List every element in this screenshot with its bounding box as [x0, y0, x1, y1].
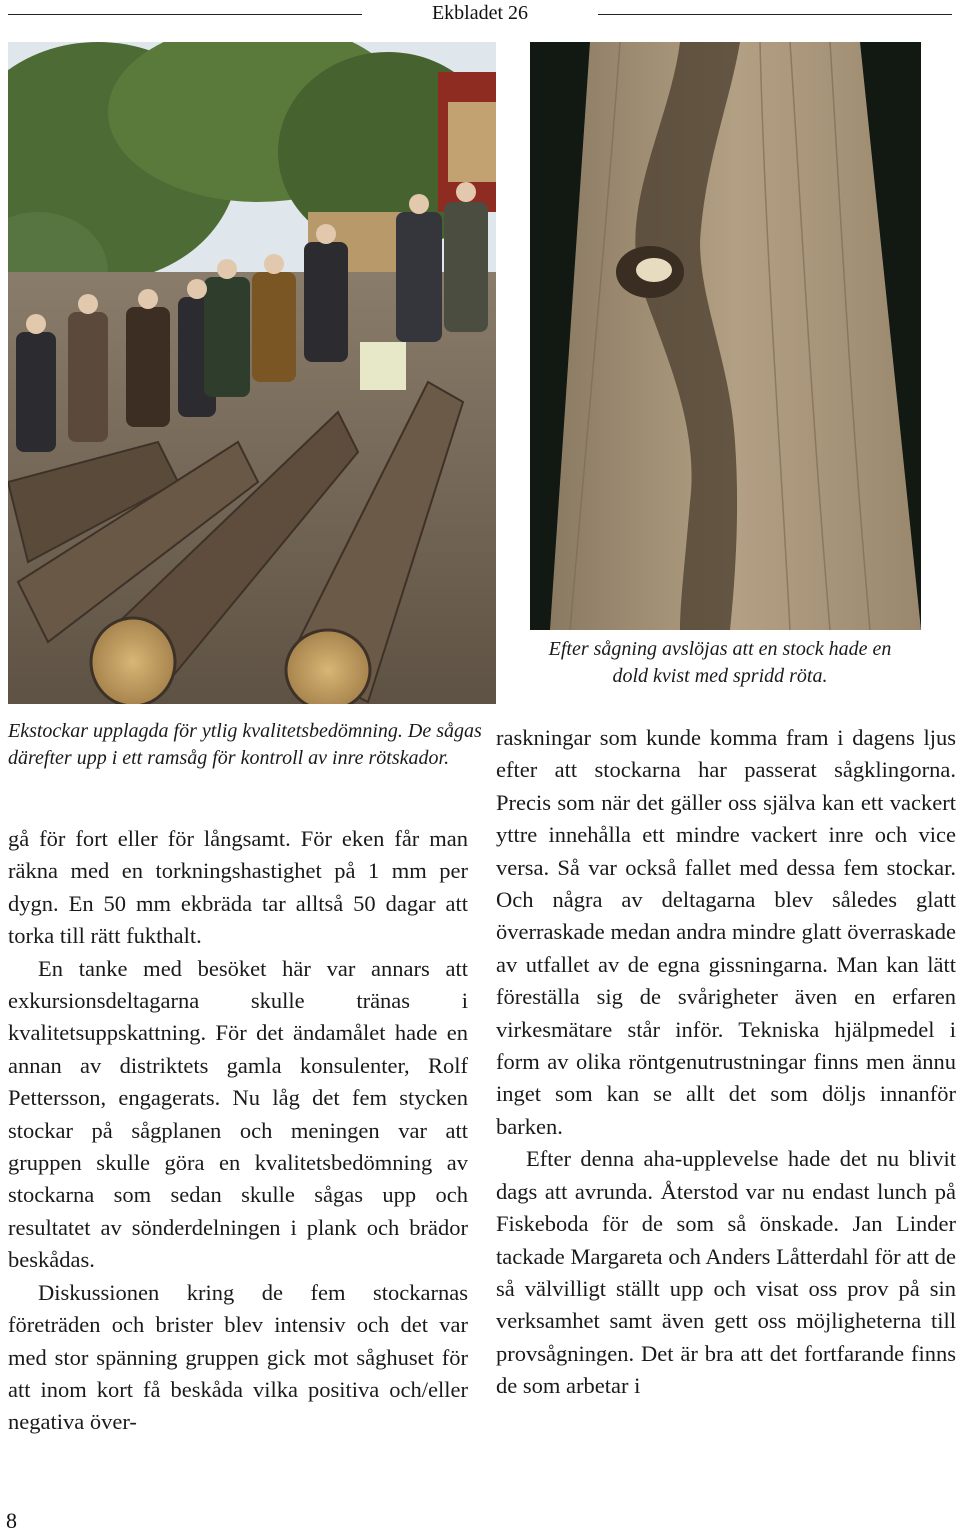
- article-column-left: [8, 823, 468, 1439]
- article-column-right: [496, 722, 956, 1403]
- paragraph: raskningar som kunde komma fram i dagens ljus efter att stockarna har passerat sågklingorna. Precis som när det gäller oss själva kan ett vackert yttre innehålla ett mindre vackert inre och vice versa. Så var också fallet med dessa fem stockar. Och några av deltagarna blev således glatt överraskade medan andra mindre glatt överraskade av utfallet av de egna gissningarna. Man kan lätt föreställa sig de svårigheter även en erfaren virkesmätare står inför. Tekniska hjälpmedel i form av olika röntgenutrustningar finns men ännu inget som kan se allt det som döljs innanför barken.: [496, 725, 956, 1139]
- sawn-plank-illustration: [530, 42, 921, 630]
- paragraph: Efter denna aha-upplevelse hade det nu blivit dags att avrunda. Återstod var nu endast lunch på Fiskeboda för de som så önskade. Jan Linder tackade Margareta och Anders Låtterdahl för att de så välvilligt ställt upp och visat oss prov på sin verksamhet samt även gett oss möjligheterna till provsågningen. Det är bra att det fortfarande finns de som arbetar i: [496, 1146, 956, 1399]
- plank-photo-caption: Efter sågning avslöjas att en stock hade en dold kvist med spridd röta.: [548, 638, 892, 687]
- header-rule-right: [598, 14, 952, 15]
- sawn-plank-photo: [530, 42, 921, 630]
- oak-logs-photo: [8, 42, 496, 704]
- oak-logs-illustration: [8, 42, 496, 704]
- paragraph: En tanke med besöket här var annars att exkursionsdeltagarna skulle tränas i kvalitetsuppskattning. För det ändamålet hade en annan av distriktets gamla konsulenter, Rolf Pettersson, engagerats. Nu låg det fem stycken stockar på sågplanen och meningen var att gruppen skulle göra en kvalitetsbedömning av stockarna som sedan skulle sågas upp och resultatet av sönderdelningen i plank och brädor beskådas.: [8, 955, 468, 1273]
- page-header: [0, 0, 960, 30]
- publication-title: Ekbladet 26: [431, 2, 529, 24]
- paragraph: gå för fort eller för långsamt. För eken får man räkna med en torkningshastighet på 1 mm per dygn. En 50 mm ekbräda tar alltså 50 dagar att torka till rätt fukthalt.: [8, 826, 468, 949]
- logs-photo-caption: Ekstockar upplagda för ytlig kvalitetsbedömning. De sågas därefter upp i ett ramsåg för kontroll av inre rötskador.: [8, 720, 482, 769]
- page-number: 8: [6, 1508, 17, 1533]
- header-rule-left: [8, 14, 362, 15]
- paragraph: Diskussionen kring de fem stockarnas företräden och brister blev intensiv och det var med stor spänning gruppen gick mot såghuset för att inom kort få beskåda vilka positiva och/eller negativa över-: [8, 1279, 468, 1435]
